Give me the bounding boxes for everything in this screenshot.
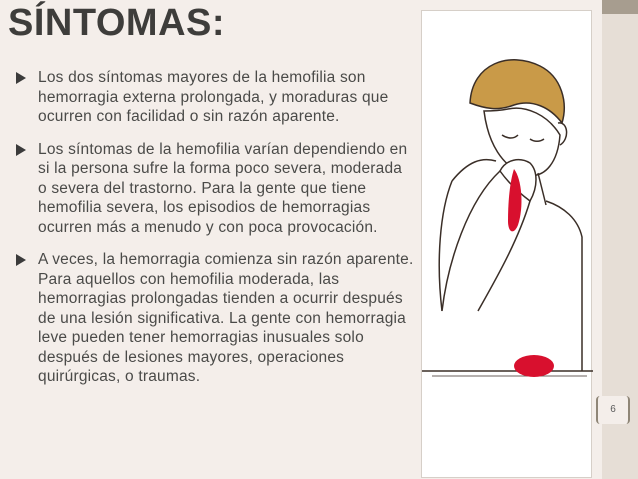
arrow-bullet-icon [16, 254, 26, 266]
illustration-frame [421, 10, 592, 478]
sidebar-top-bar [602, 0, 638, 14]
bullet-item [14, 250, 414, 387]
bullet-list [14, 68, 414, 400]
nosebleed-illustration-icon [422, 11, 593, 479]
bullet-item [14, 68, 414, 127]
bullet-text: A veces, la hemorragia comienza sin razón aparente. Para aquellos con hemofilia moderada, las hemorragias prolongadas tienden a ocurrir después de una lesión significativa. La gente con hemorragia leve pueden tener hemorragias inusuales solo después de lesiones mayores, operaciones quirúrgicas, o traumas. [38, 251, 414, 385]
bullet-item [14, 140, 414, 238]
blood-pool [514, 355, 554, 377]
arrow-bullet-icon [16, 144, 26, 156]
slide-title: SÍNTOMAS: [8, 2, 226, 44]
arrow-bullet-icon [16, 72, 26, 84]
neck-shape [538, 173, 546, 205]
page-number: 6 [596, 396, 630, 424]
bullet-text: Los síntomas de la hemofilia varían dependiendo en si la persona sufre la forma poco severa, moderada o severa del trastorno. Para la gente que tiene hemofilia severa, los episodios de hemorragias ocurren más a menudo y con poca provocación. [38, 140, 408, 236]
bullet-text: Los dos síntomas mayores de la hemofilia son hemorragia externa prolongada, y moraduras que ocurren con facilidad o sin razón aparente. [38, 69, 389, 125]
